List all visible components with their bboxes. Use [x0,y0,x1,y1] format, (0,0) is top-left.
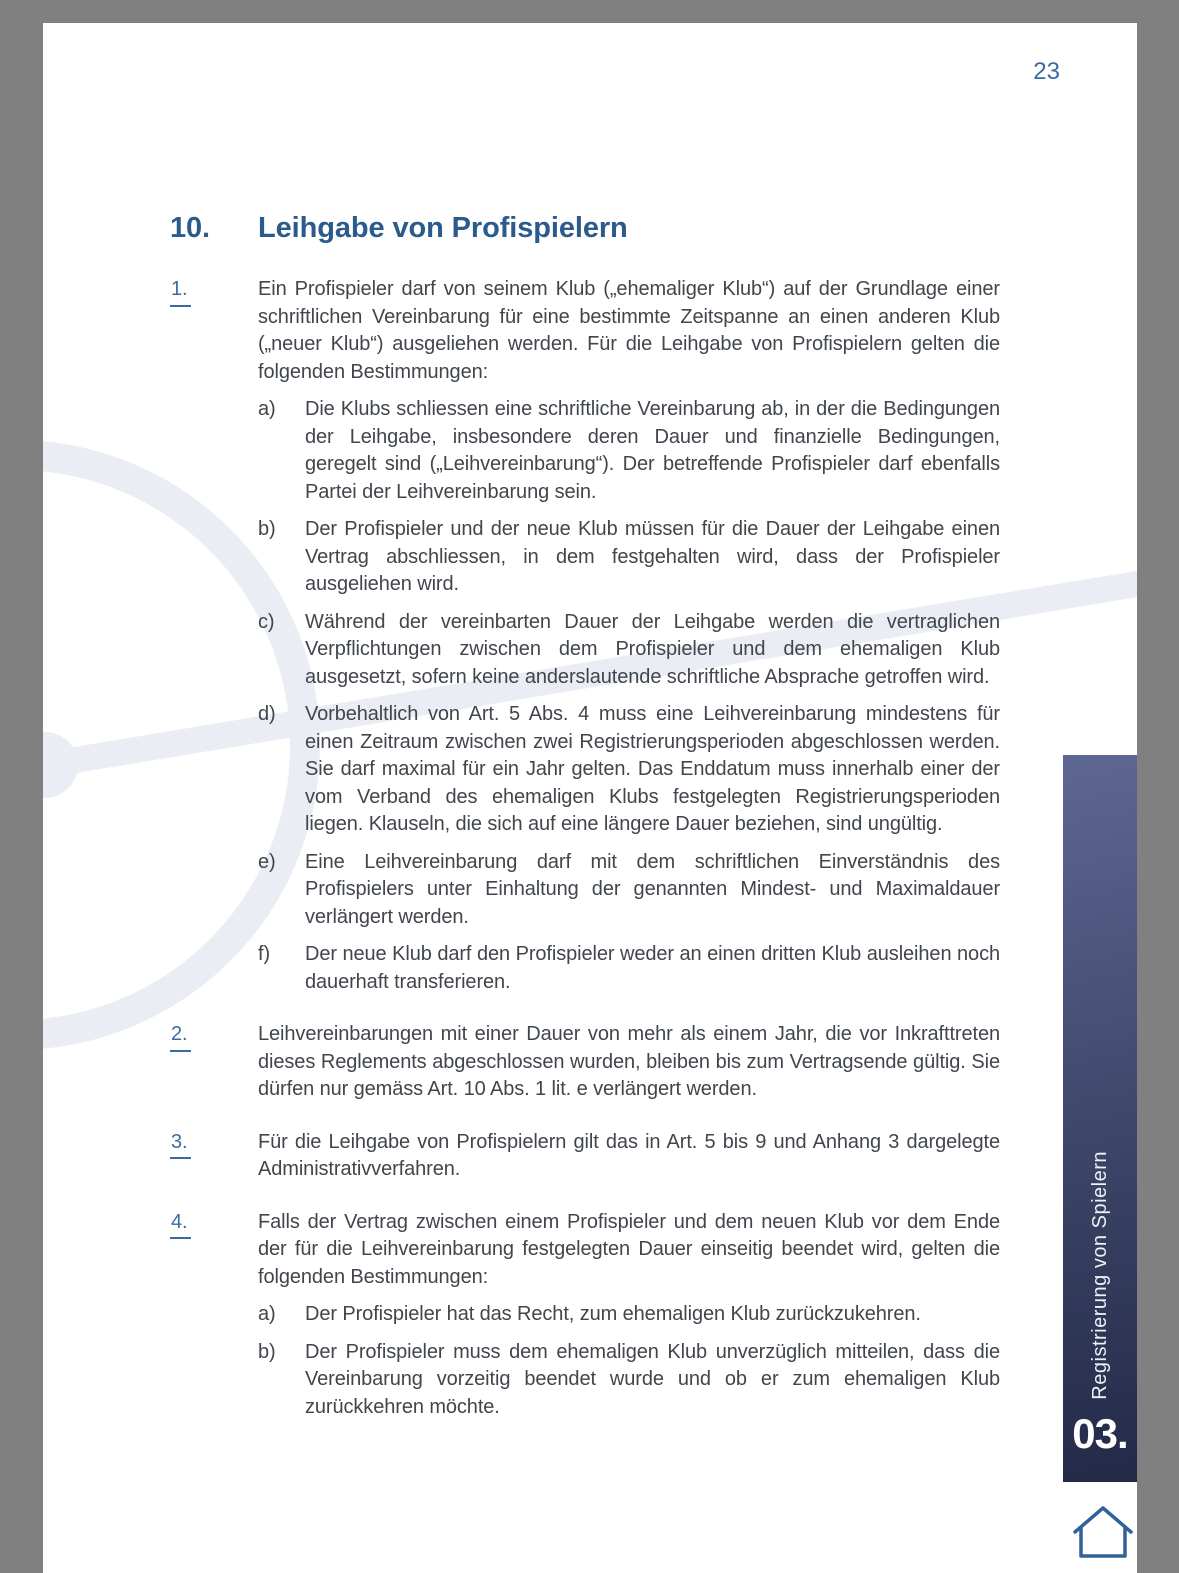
list-item-1c [170,609,1127,692]
paragraph-number-text: 3. [170,1129,191,1160]
paragraph-2 [170,1021,1127,1104]
list-item-4a [170,1301,1127,1329]
home-button[interactable] [1068,1501,1138,1563]
list-item-text: Während der vereinbarten Dauer der Leihgabe werden die vertraglichen Verpflichtungen zwischen dem Profispieler und dem ehemaligen Klub ausgesetzt, sofern keine anderslautende schriftliche Absprache getroffen wird. [305,610,1000,688]
paragraph-4-number [170,1209,258,1292]
paragraph-number-text: 1. [170,276,191,307]
list-item-letter: e) [258,850,276,873]
chapter-tab-number: 03. [1072,1410,1128,1457]
page-number: 23 [1033,58,1060,85]
home-icon [1071,1504,1135,1560]
list-item-letter: a) [258,398,276,420]
article-heading [170,210,1127,246]
paragraph-4-text: Falls der Vertrag zwischen einem Profispieler und dem neuen Klub vor dem Ende der für die Leihvereinbarung festgelegten Dauer einseitig beendet wird, gelten die folgenden Bestimmungen: [258,1210,1000,1288]
list-item-1e [170,849,1127,932]
article-heading-title: Leihgabe von Profispielern [258,212,628,244]
paragraph-3 [170,1129,1127,1184]
list-item-1a [170,396,1127,506]
paragraph-number-text: 2. [170,1021,191,1052]
paragraph-1-number [170,276,258,386]
list-item-4b [170,1339,1127,1422]
list-item-text: Der Profispieler muss dem ehemaligen Klub unverzüglich mitteilen, dass die Vereinbarung vorzeitig beendet wurde und ob er zum ehemaligen Klub zurückkehren möchte. [305,1340,1000,1418]
paragraph-2-text: Leihvereinbarungen mit einer Dauer von mehr als einem Jahr, die vor Inkrafttreten dieses Reglements abgeschlossen wurden, bleiben bis zum Vertragsende gültig. Sie dürfen nur gemäss Art. 10 Abs. 1 lit. e verlängert werden. [258,1023,1000,1100]
paragraph-4 [170,1209,1127,1292]
article-heading-number: 10. [170,212,211,244]
list-item-text: Der Profispieler hat das Recht, zum ehemaligen Klub zurückzukehren. [305,1303,921,1325]
list-item-text: Eine Leihvereinbarung darf mit dem schriftlichen Einverständnis des Profispielers unter Einhaltung der genannten Mindest- und Maximaldauer verlängert werden. [305,850,1000,928]
list-item-letter: f) [258,943,271,965]
document-page [43,23,1137,1573]
paragraph-number-text: 4. [170,1209,191,1240]
list-item-letter: c) [258,610,275,633]
list-item-letter: b) [258,1340,276,1363]
list-item-text: Die Klubs schliessen eine schriftliche Vereinbarung ab, in der die Bedingungen der Leihgabe, insbesondere deren Dauer und finanzielle Bedingungen, geregelt sind („Leihvereinbarung“). Der betreffende Profispieler darf ebenfalls Partei der Leihvereinbarung sein. [305,398,1000,503]
article-content [43,23,1127,1421]
list-item-1b [170,516,1127,599]
paragraph-2-number [170,1021,258,1104]
list-item-1d [170,701,1127,839]
list-item-letter: a) [258,1303,276,1325]
list-item-text: Vorbehaltlich von Art. 5 Abs. 4 muss eine Leihvereinbarung mindestens für einen Zeitraum zwischen zwei Registrierungsperioden abgeschlossen werden. Sie darf maximal für ein Jahr gelten. Das Enddatum muss innerhalb einer der vom Verband des ehemaligen Klubs festgelegten Registrierungsperioden liegen. Klauseln, die sich auf eine längere Dauer beziehen, sind ungültig. [305,703,1000,835]
chapter-side-tab[interactable] [1063,755,1137,1482]
list-item-text: Der Profispieler und der neue Klub müssen für die Dauer der Leihgabe einen Vertrag abschliessen, in dem festgehalten wird, dass der Profispieler ausgeliehen wird. [305,518,1000,595]
list-item-letter: d) [258,703,276,725]
list-item-letter: b) [258,518,276,540]
paragraph-1-text: Ein Profispieler darf von seinem Klub („ehemaliger Klub“) auf der Grundlage einer schriftlichen Vereinbarung für eine bestimmte Zeitspanne an einen anderen Klub („neuer Klub“) ausgeliehen werden. Für die Leihgabe von Profispielern gelten die folgenden Bestimmungen: [258,278,1000,383]
list-item-1f [170,941,1127,996]
paragraph-3-text: Für die Leihgabe von Profispielern gilt das in Art. 5 bis 9 und Anhang 3 dargelegte Administrativverfahren. [258,1130,1000,1180]
paragraph-3-number [170,1129,258,1184]
list-item-text: Der neue Klub darf den Profispieler weder an einen dritten Klub ausleihen noch dauerhaft transferieren. [305,943,1000,993]
chapter-tab-label: Registrierung von Spielern [1088,1151,1111,1400]
paragraph-1 [170,276,1127,386]
